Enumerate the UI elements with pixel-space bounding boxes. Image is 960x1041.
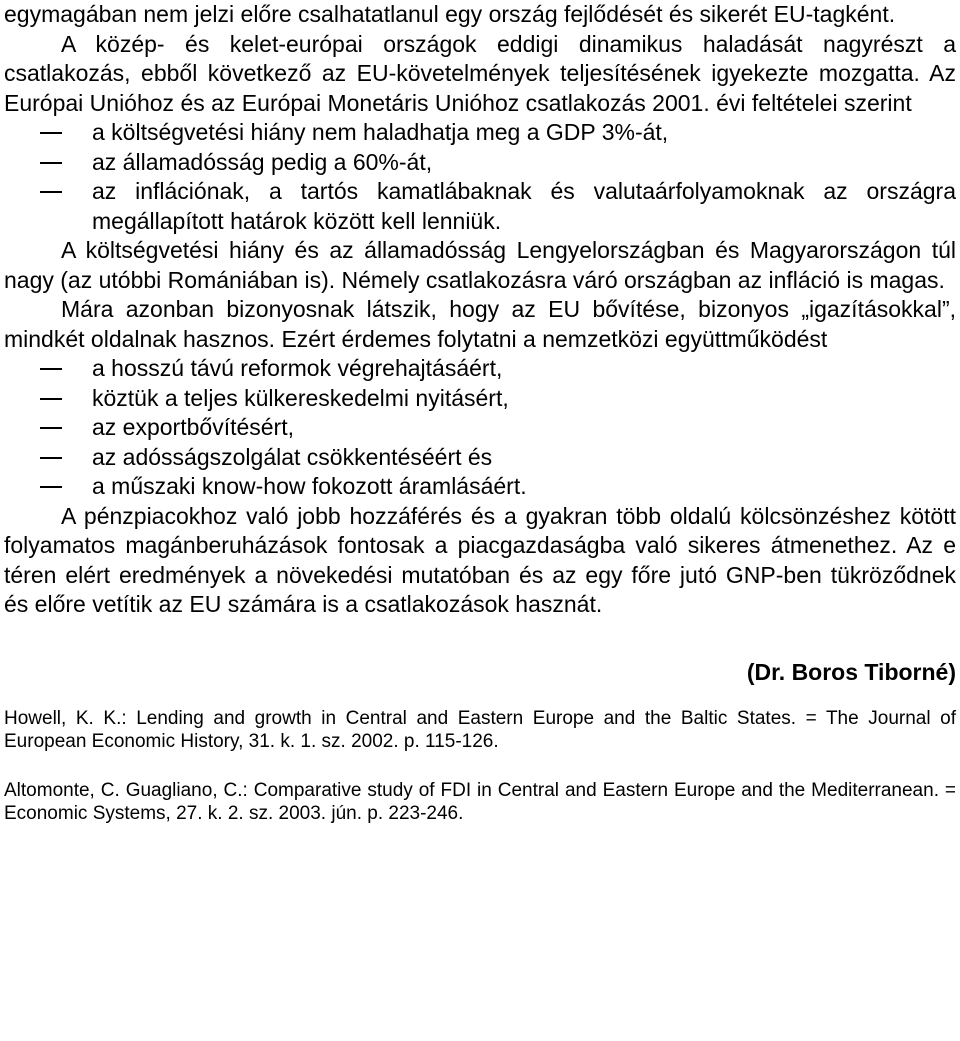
author-signature: (Dr. Boros Tiborné) (746, 658, 956, 685)
list-item (4, 443, 956, 473)
paragraph-opening: egymagában nem jelzi előre csalhatatlanul egy ország fejlődését és sikerét EU-tagként. (4, 1, 896, 27)
list-item (4, 118, 956, 148)
accession-criteria-list (4, 118, 956, 236)
list-item-text: a költségvetési hiány nem haladhatja meg a GDP 3%-át, (92, 119, 669, 145)
reference-item: Howell, K. K.: Lending and growth in Central and Eastern Europe and the Baltic States. = The Journal of European Economic History, 31. k. 1. sz. 2002. p. 115-126. (4, 707, 956, 752)
dash-bullet-icon (40, 162, 62, 164)
references (4, 707, 956, 825)
article-body (4, 0, 956, 620)
dash-bullet-icon (40, 368, 62, 370)
paragraph-eu-accession: A közép- és kelet-európai országok eddigi dinamikus haladását nagyrészt a csatlakozás, ebből következő az EU-követelmények teljesítésének igyekezte mozgatta. Az Európai Unióhoz és az Európai Monetáris Unióhoz csatlakozás 2001. évi feltételei szerint (4, 30, 956, 116)
paragraph-deficit-debt: A költségvetési hiány és az államadósság Lengyelországban és Magyarországon túl nagy (az utóbbi Romániában is). Némely csatlakozásra váró országban az infláció is magas. (4, 237, 956, 293)
paragraph-financial-markets: A pénzpiacokhoz való jobb hozzáférés és a gyakran több oldalú kölcsönzéshez kötött folyamatos magánberuházások fontosak a piacgazdaságba való sikeres átmenethez. Az e téren elért eredmények a növekedési mutatóban és az egy főre jutó GNP-ben tükröződnek és előre vetítik az EU számára is a csatlakozások hasznát. (4, 502, 956, 617)
reference-item: Altomonte, C. Guagliano, C.: Comparative study of FDI in Central and Eastern Europe and the Mediterranean. = Economic Systems, 27. k. 2. sz. 2003. jún. p. 223-246. (4, 779, 956, 824)
list-item (4, 177, 956, 236)
dash-bullet-icon (40, 191, 62, 193)
list-item (4, 472, 956, 502)
list-item-text: köztük a teljes külkereskedelmi nyitásért, (92, 384, 509, 411)
list-item (4, 384, 956, 414)
dash-bullet-icon (40, 486, 62, 488)
list-item-text: az adósságszolgálat csökkentéséért és (92, 443, 493, 470)
dash-bullet-icon (40, 132, 62, 134)
list-item-text: a műszaki know-how fokozott áramlásáért. (92, 473, 527, 499)
list-item-text: az inflációnak, a tartós kamatlábaknak és valutaárfolyamoknak az országra megállapított határok között kell lenniük. (92, 178, 956, 234)
list-item (4, 413, 956, 443)
paragraph-enlargement: Mára azonban bizonyosnak látszik, hogy az EU bővítése, bizonyos „igazításokkal”, mindkét oldalnak hasznos. Ezért érdemes folytatni a nemzetközi együttműködést (4, 296, 956, 352)
dash-bullet-icon (40, 398, 62, 400)
list-item-text: a hosszú távú reformok végrehajtásáért, (92, 355, 503, 381)
list-item-text: az államadósság pedig a 60%-át, (92, 148, 433, 175)
dash-bullet-icon (40, 457, 62, 459)
cooperation-list (4, 354, 956, 502)
list-item-text: az exportbővítésért, (92, 414, 294, 440)
document-page (4, 0, 956, 825)
dash-bullet-icon (40, 427, 62, 429)
list-item (4, 354, 956, 384)
list-item (4, 148, 956, 178)
